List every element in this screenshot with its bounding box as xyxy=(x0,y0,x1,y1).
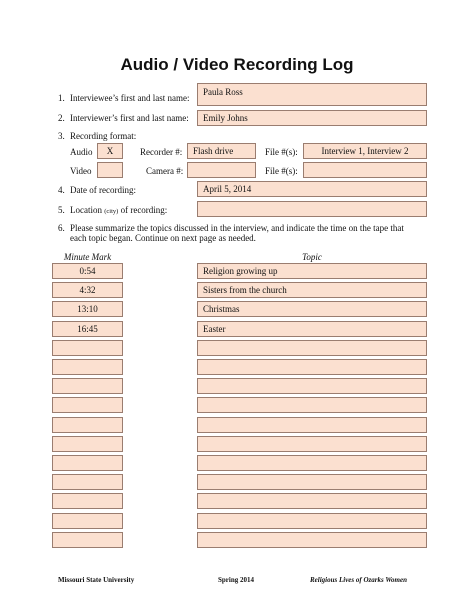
q2-label: Interviewer’s first and last name: xyxy=(70,113,189,123)
topic-field[interactable]: Easter xyxy=(197,321,427,337)
footer-term: Spring 2014 xyxy=(218,576,254,584)
recorder-field[interactable]: Flash drive xyxy=(187,143,256,159)
minute-mark-field[interactable] xyxy=(52,513,123,529)
q6-number: 6. xyxy=(58,223,65,233)
minute-mark-field[interactable] xyxy=(52,397,123,413)
interviewee-name-field[interactable]: Paula Ross xyxy=(197,83,427,106)
topic-field[interactable] xyxy=(197,474,427,490)
topic-field[interactable] xyxy=(197,436,427,452)
topic-header: Topic xyxy=(302,252,322,262)
footer-university: Missouri State University xyxy=(58,576,135,584)
minute-mark-field[interactable] xyxy=(52,474,123,490)
topic-field[interactable]: Religion growing up xyxy=(197,263,427,279)
page-title: Audio / Video Recording Log xyxy=(120,55,354,74)
minute-mark-field[interactable]: 0:54 xyxy=(52,263,123,279)
q4-label: Date of recording: xyxy=(70,185,136,195)
q6-line2: each topic began. Continue on next page as needed. xyxy=(70,233,256,243)
topic-field[interactable]: Christmas xyxy=(197,301,427,317)
minute-mark-field[interactable]: 13:10 xyxy=(52,301,123,317)
topic-field[interactable] xyxy=(197,378,427,394)
topic-field[interactable] xyxy=(197,455,427,471)
topic-field[interactable] xyxy=(197,532,427,548)
video-label: Video xyxy=(70,166,92,176)
audio-checkbox[interactable]: X xyxy=(97,143,123,159)
q1-label: Interviewee’s first and last name: xyxy=(70,93,190,103)
q5-label-pre: Location xyxy=(70,205,102,215)
minute-mark-field[interactable] xyxy=(52,359,123,375)
minute-mark-field[interactable] xyxy=(52,340,123,356)
q4-number: 4. xyxy=(58,185,65,195)
minute-mark-field[interactable]: 16:45 xyxy=(52,321,123,337)
audio-file-field[interactable]: Interview 1, Interview 2 xyxy=(303,143,427,159)
camera-field[interactable] xyxy=(187,162,256,178)
q2-number: 2. xyxy=(58,113,65,123)
topic-field[interactable] xyxy=(197,397,427,413)
minute-mark-field[interactable] xyxy=(52,417,123,433)
minute-mark-field[interactable] xyxy=(52,493,123,509)
footer-project: Religious Lives of Ozarks Women xyxy=(310,576,407,584)
minute-mark-field[interactable] xyxy=(52,532,123,548)
minute-mark-field[interactable] xyxy=(52,378,123,394)
q5-label-post: of recording: xyxy=(120,205,168,215)
recorder-label: Recorder #: xyxy=(140,147,183,157)
q5-label-city: (city) xyxy=(104,208,119,215)
recording-date-field[interactable]: April 5, 2014 xyxy=(197,181,427,197)
minute-mark-field[interactable]: 4:32 xyxy=(52,282,123,298)
recording-location-field[interactable] xyxy=(197,201,427,217)
q3-label: Recording format: xyxy=(70,131,137,141)
q5-number: 5. xyxy=(58,205,65,215)
video-file-field[interactable] xyxy=(303,162,427,178)
minute-mark-field[interactable] xyxy=(52,455,123,471)
audio-label: Audio xyxy=(70,147,93,157)
interviewer-name-field[interactable]: Emily Johns xyxy=(197,110,427,126)
minute-mark-header: Minute Mark xyxy=(63,252,112,262)
topic-field[interactable] xyxy=(197,513,427,529)
topic-field[interactable] xyxy=(197,493,427,509)
topic-field[interactable] xyxy=(197,417,427,433)
topic-field[interactable] xyxy=(197,340,427,356)
topic-field[interactable]: Sisters from the church xyxy=(197,282,427,298)
q1-number: 1. xyxy=(58,93,65,103)
video-checkbox[interactable] xyxy=(97,162,123,178)
topic-field[interactable] xyxy=(197,359,427,375)
minute-mark-field[interactable] xyxy=(52,436,123,452)
q6-line1: Please summarize the topics discussed in the interview, and indicate the time on the tape that xyxy=(70,223,404,233)
file2-label: File #(s): xyxy=(265,166,298,176)
q5-label xyxy=(70,205,167,217)
q3-number: 3. xyxy=(58,131,65,141)
camera-label: Camera #: xyxy=(146,166,184,176)
file1-label: File #(s): xyxy=(265,147,298,157)
